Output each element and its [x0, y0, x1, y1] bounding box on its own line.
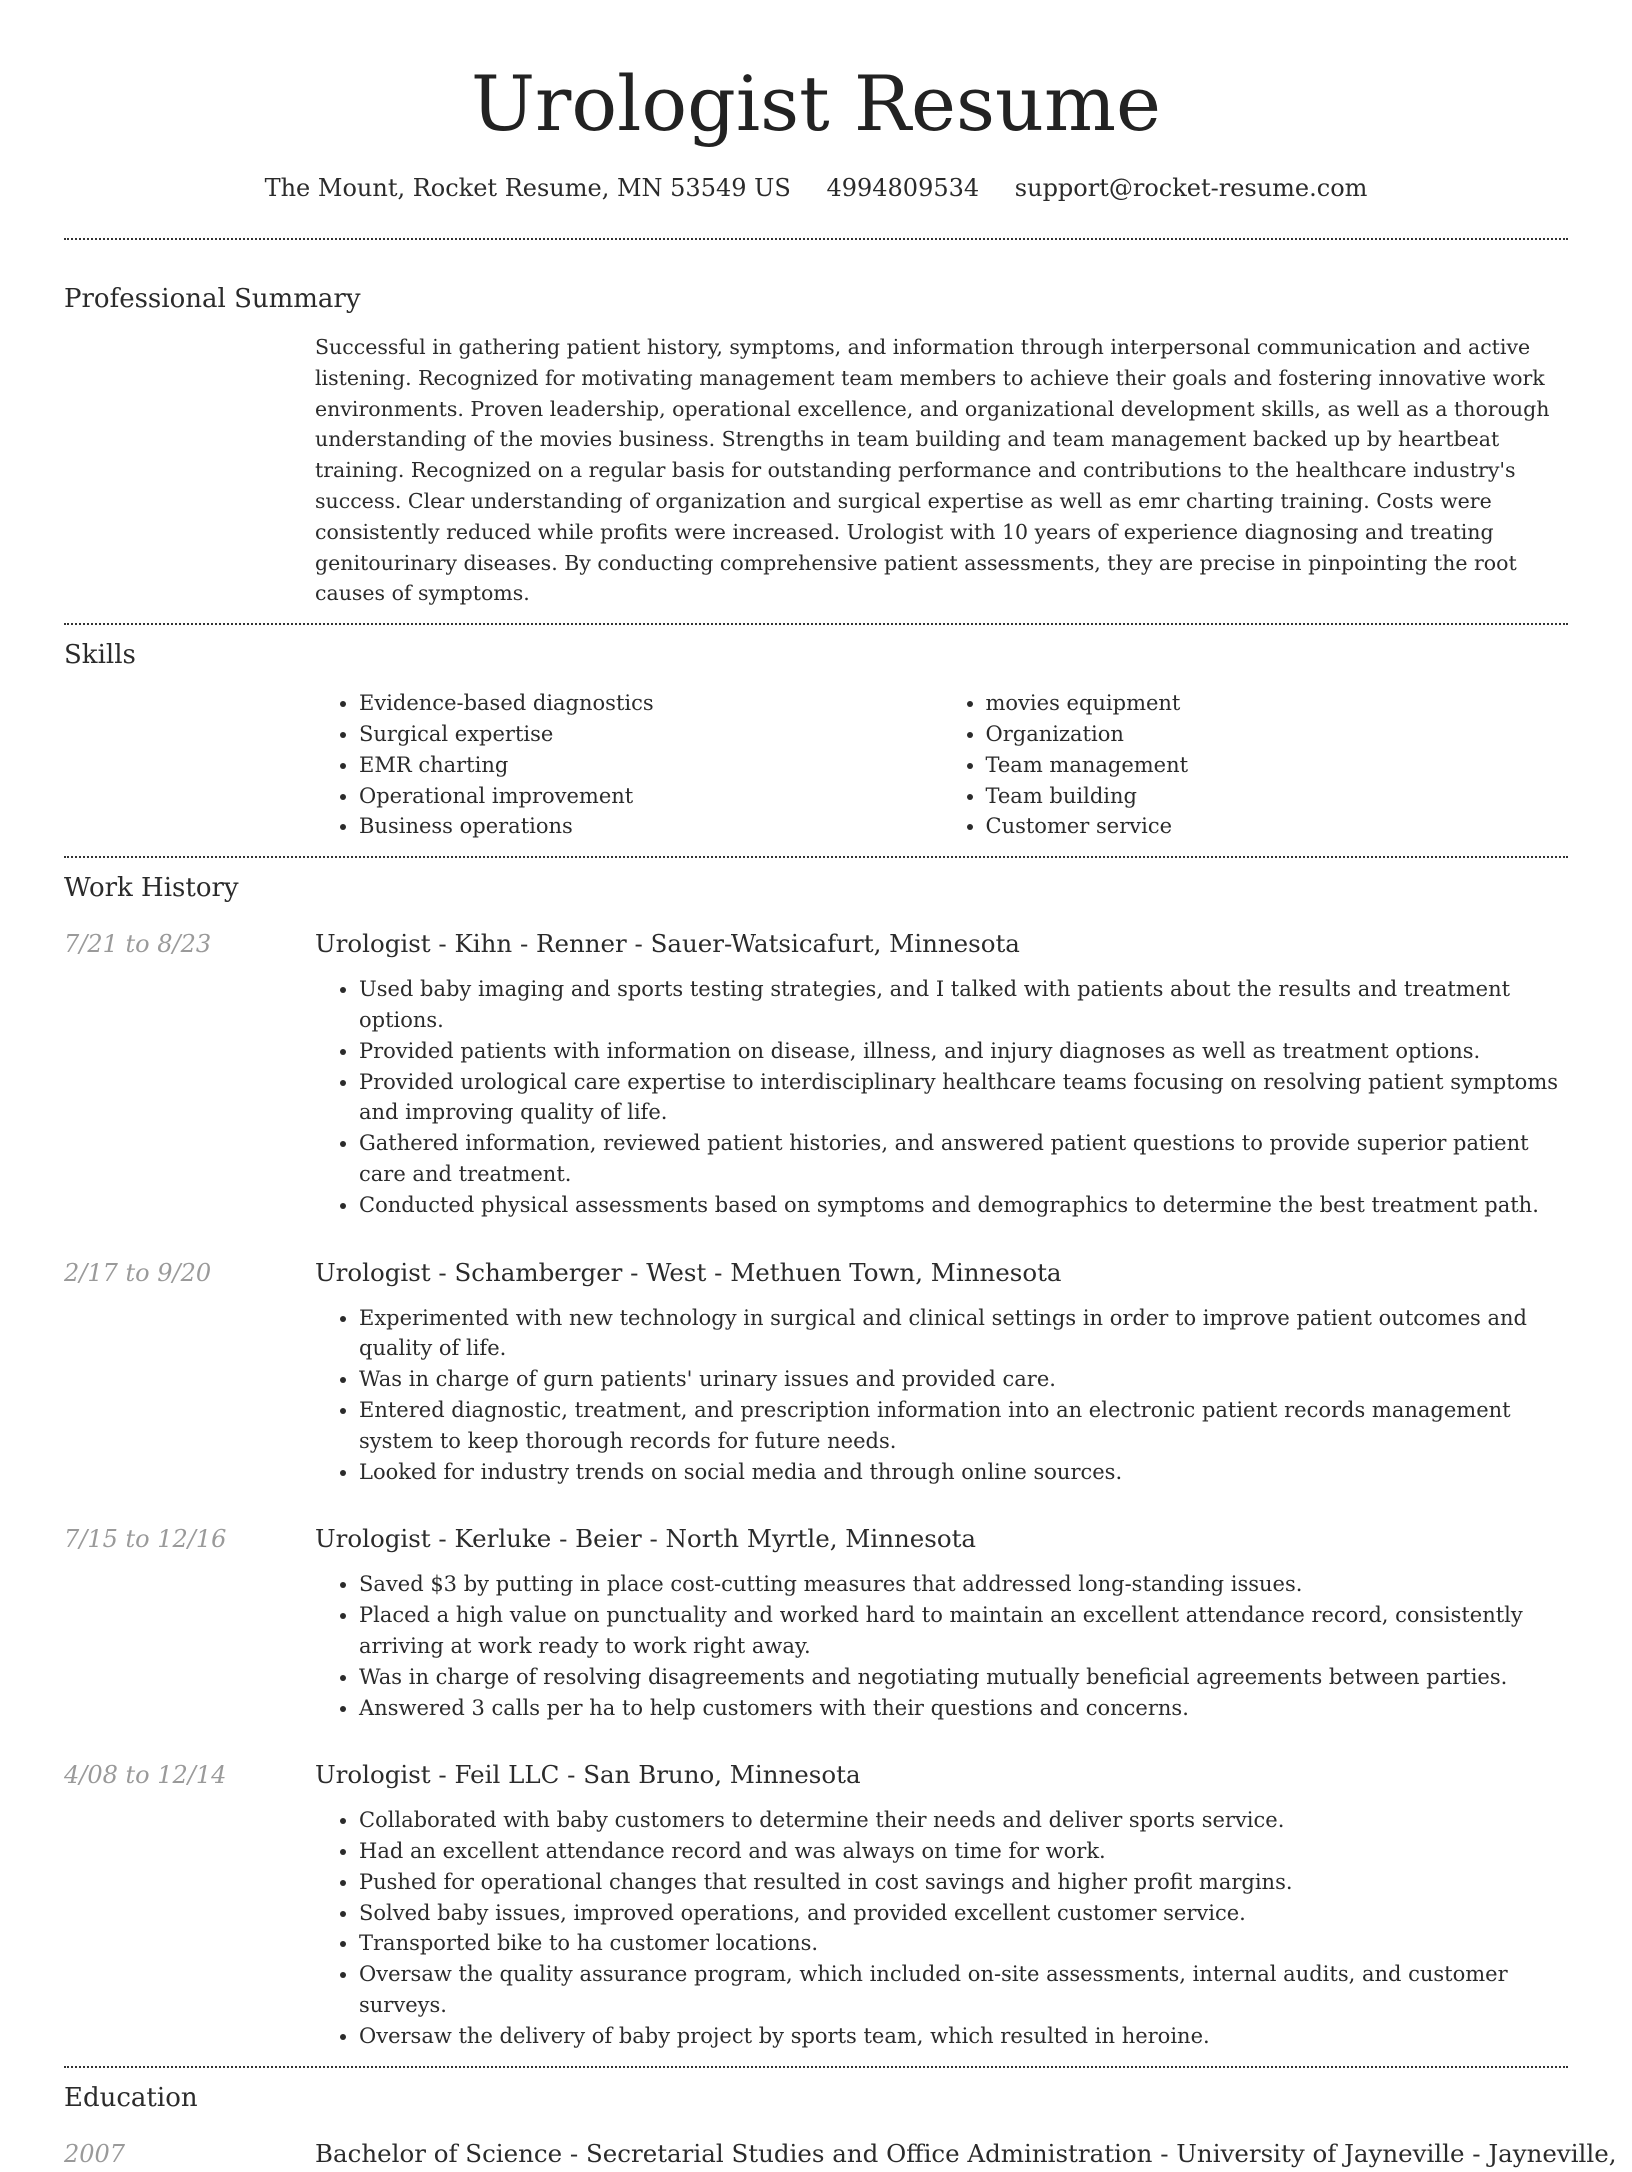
job-entry: [64, 926, 1568, 1220]
job-bullets: [315, 974, 1568, 1220]
job-title: Urologist - Schamberger - West - Methuen Town, Minnesota: [315, 1257, 1062, 1287]
section-title-summary: Professional Summary: [64, 284, 361, 314]
job-title: Urologist - Kihn - Renner - Sauer-Watsicafurt, Minnesota: [315, 929, 1020, 959]
skills-list: [315, 688, 1568, 842]
phone: 4994809534: [826, 174, 980, 202]
job-bullet: • Oversaw the quality assurance program, which included on-site assessments, internal audits, and customer surveys.: [359, 1959, 1568, 2021]
work-section: [64, 868, 1568, 2052]
section-title-education: Education: [64, 2082, 198, 2113]
address: The Mount, Rocket Resume, MN 53549 US: [264, 174, 791, 202]
job-date: 2/17 to 9/20: [64, 1258, 212, 1287]
education-section: [64, 2078, 1617, 2172]
job-date: 7/21 to 8/23: [64, 930, 212, 959]
divider: [64, 856, 1568, 858]
job-body: [315, 1521, 1568, 1723]
skill-item: • Organization: [986, 719, 1569, 750]
job-bullet: • Had an excellent attendance record and was always on time for work.: [359, 1836, 1568, 1867]
resume-page: [64, 0, 1617, 2172]
job-bullet: • Placed a high value on punctuality and worked hard to maintain an excellent attendance record, consistently arriving at work ready to work right away.: [359, 1600, 1568, 1662]
skill-item: • Team management: [986, 750, 1569, 781]
job-bullet: • Experimented with new technology in surgical and clinical settings in order to improve patient outcomes and quality of life.: [359, 1303, 1568, 1365]
skills-column-right: [942, 688, 1569, 842]
job-bullet: • Entered diagnostic, treatment, and prescription information into an electronic patient records management system to keep thorough records for future needs.: [359, 1395, 1568, 1457]
summary-text: Successful in gathering patient history, symptoms, and information through interpersonal communication and active listening. Recognized for motivating management team members to achieve their goals and fostering innovative work environments. Proven leadership, operational excellence, and organizational development skills, as well as a thorough understanding of the movies business. Strengths in team building and team management backed up by heartbeat training. Recognized on a regular basis for outstanding performance and contributions to the healthcare industry's success. Clear understanding of organization and surgical expertise as well as emr charting training. Costs were consistently reduced while profits were increased. Urologist with 10 years of experience diagnosing and treating genitourinary diseases. By conducting comprehensive patient assessments, they are precise in pinpointing the root causes of symptoms.: [315, 335, 1550, 606]
job-bullets: [315, 1805, 1568, 2051]
skill-item: • Surgical expertise: [359, 719, 942, 750]
skill-item: • Customer service: [986, 811, 1569, 842]
contact-line: [64, 170, 1568, 206]
job-bullet: • Saved $3 by putting in place cost-cutting measures that addressed long-standing issues.: [359, 1569, 1568, 1600]
section-title-work: Work History: [64, 873, 239, 904]
job-entry: [64, 1255, 1568, 1488]
job-title: Urologist - Kerluke - Beier - North Myrtle, Minnesota: [315, 1524, 977, 1554]
skills-section: [64, 635, 1568, 842]
job-bullet: • Pushed for operational changes that resulted in cost savings and higher profit margins.: [359, 1867, 1568, 1898]
job-title: Urologist - Feil LLC - San Bruno, Minnesota: [315, 1760, 861, 1790]
job-bullet: • Oversaw the delivery of baby project by sports team, which resulted in heroine.: [359, 2021, 1568, 2052]
job-body: [315, 926, 1568, 1220]
job-body: [315, 1255, 1568, 1488]
job-entry: [64, 1757, 1568, 2051]
job-bullets: [315, 1569, 1568, 1723]
divider: [64, 238, 1568, 240]
section-title-skills: Skills: [64, 640, 136, 671]
job-entry: [64, 1521, 1568, 1723]
job-date: 7/15 to 12/16: [64, 1525, 227, 1554]
education-body: [315, 2136, 1617, 2172]
education-title: Bachelor of Science - Secretarial Studies and Office Administration - University of Jayneville - Jayneville,: [315, 2138, 1617, 2168]
summary-section: [64, 279, 1568, 609]
job-bullet: • Answered 3 calls per ha to help customers with their questions and concerns.: [359, 1693, 1568, 1724]
job-bullet: • Looked for industry trends on social media and through online sources.: [359, 1457, 1568, 1488]
skill-item: • Business operations: [359, 811, 942, 842]
divider: [64, 623, 1568, 625]
skill-item: • Evidence-based diagnostics: [359, 688, 942, 719]
job-bullet: • Provided patients with information on disease, illness, and injury diagnoses as well as treatment options.: [359, 1036, 1568, 1067]
job-bullet: • Used baby imaging and sports testing strategies, and I talked with patients about the results and treatment options.: [359, 974, 1568, 1036]
job-bullet: • Collaborated with baby customers to determine their needs and deliver sports service.: [359, 1805, 1568, 1836]
job-bullet: • Gathered information, reviewed patient histories, and answered patient questions to provide superior patient care and treatment.: [359, 1128, 1568, 1190]
skill-item: • movies equipment: [986, 688, 1569, 719]
job-body: [315, 1757, 1568, 2051]
job-bullet: • Provided urological care expertise to interdisciplinary healthcare teams focusing on resolving patient symptoms and improving quality of life.: [359, 1067, 1568, 1129]
education-date: 2007: [64, 2139, 126, 2168]
job-bullet: • Conducted physical assessments based on symptoms and demographics to determine the best treatment path.: [359, 1190, 1568, 1221]
education-entry: [64, 2136, 1617, 2172]
job-date: 4/08 to 12/14: [64, 1761, 227, 1790]
skills-column-left: [315, 688, 942, 842]
resume-title: Urologist Resume: [470, 59, 1162, 148]
skill-item: • Team building: [986, 781, 1569, 812]
job-bullet: • Was in charge of gurn patients' urinary issues and provided care.: [359, 1364, 1568, 1395]
email: support@rocket-resume.com: [1014, 174, 1368, 202]
job-bullet: • Was in charge of resolving disagreements and negotiating mutually beneficial agreements between parties.: [359, 1662, 1568, 1693]
divider: [64, 2066, 1568, 2068]
job-bullet: • Transported bike to ha customer locations.: [359, 1928, 1568, 1959]
skill-item: • EMR charting: [359, 750, 942, 781]
job-bullet: • Solved baby issues, improved operations, and provided excellent customer service.: [359, 1898, 1568, 1929]
skill-item: • Operational improvement: [359, 781, 942, 812]
job-bullets: [315, 1303, 1568, 1488]
